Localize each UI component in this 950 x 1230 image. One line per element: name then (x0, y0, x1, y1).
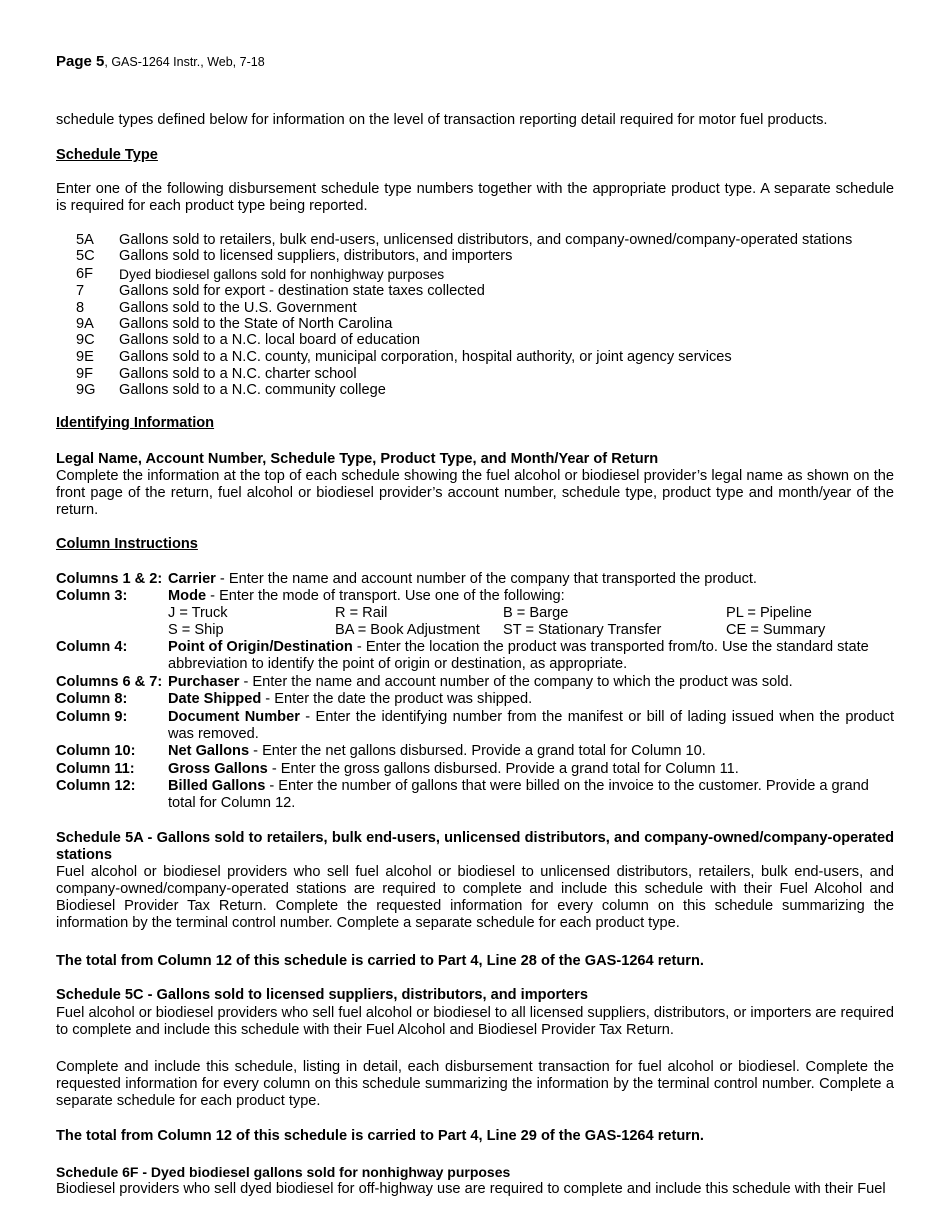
schedule-code: 6F (76, 266, 94, 282)
column-label: Column 4: (56, 639, 128, 655)
identifying-heading: Identifying Information (56, 415, 215, 431)
column-desc (168, 639, 894, 673)
schedule-6f-text: Biodiesel providers who sell dyed biodiesel for off-highway use are required to complete and include this schedule with their Fuel (56, 1181, 886, 1197)
schedule-code: 5C (76, 248, 95, 264)
schedule-code: 7 (76, 283, 85, 299)
column-instructions-heading: Column Instructions (56, 536, 198, 552)
schedule-5c-text-2: Complete and include this schedule, listing in detail, each disbursement transaction for fuel alcohol or biodiesel. Complete the requested information for every column on this schedule summarizing the information by the terminal control number. Complete a separate schedule for each product type. (56, 1059, 894, 1109)
mode-code: BA = Book Adjustment (335, 622, 480, 638)
schedule-5c-total: The total from Column 12 of this schedule is carried to Part 4, Line 29 of the GAS-1264 return. (56, 1128, 704, 1144)
column-text: - Enter the name and account number of the company that transported the product. (215, 571, 757, 587)
schedule-desc: Gallons sold to the U.S. Government (119, 300, 357, 316)
schedule-code: 9G (76, 382, 96, 398)
column-term: Date Shipped (168, 691, 262, 707)
mode-code: B = Barge (503, 605, 569, 621)
column-text: - Enter the gross gallons disbursed. Provide a grand total for Column 11. (267, 761, 739, 777)
column-term: Purchaser (168, 674, 240, 690)
schedule-5c-heading: Schedule 5C - Gallons sold to licensed suppliers, distributors, and importers (56, 987, 588, 1003)
column-term: Point of Origin/Destination (168, 639, 353, 655)
schedule-5a-total: The total from Column 12 of this schedule is carried to Part 4, Line 28 of the GAS-1264 return. (56, 953, 704, 969)
column-desc (168, 571, 894, 588)
column-text: - Enter the name and account number of the company to which the product was sold. (239, 674, 793, 690)
column-text: - Enter the location the product was transported from/to. Use the standard state abbreviation to identify the point of origin or destination, as appropriate. (168, 639, 869, 672)
column-desc (168, 674, 894, 691)
column-desc (168, 691, 894, 708)
mode-code: PL = Pipeline (726, 605, 812, 621)
intro-text: schedule types defined below for information on the level of transaction reporting detail required for motor fuel products. (56, 112, 828, 128)
schedule-code: 8 (76, 300, 85, 316)
column-term: Mode (168, 588, 207, 604)
mode-code: J = Truck (168, 605, 228, 621)
page-header (56, 53, 894, 71)
column-label: Column 12: (56, 778, 136, 794)
schedule-code: 9C (76, 332, 95, 348)
column-desc (168, 778, 894, 812)
column-term: Carrier (168, 571, 216, 587)
schedule-type-heading: Schedule Type (56, 147, 158, 163)
page-number: Page 5 (56, 53, 105, 70)
schedule-desc: Gallons sold to the State of North Carolina (119, 316, 393, 332)
schedule-5a-text: Fuel alcohol or biodiesel providers who sell fuel alcohol or biodiesel to unlicensed distributors, retailers, bulk end-users, and company-owned/company-operated stations are required to complete and include this schedule with their Fuel Alcohol and Biodiesel Provider Tax Return. Complete the requested information for every column on this schedule summarizing the information by the terminal control number. Complete a separate schedule for each product type. (56, 864, 894, 931)
column-text: - Enter the date the product was shipped. (261, 691, 533, 707)
column-text: - Enter the mode of transport. Use one of the following: (206, 588, 565, 604)
column-desc (168, 761, 894, 778)
column-label: Columns 6 & 7: (56, 674, 163, 690)
schedule-5c-text-1: Fuel alcohol or biodiesel providers who sell fuel alcohol or biodiesel to all licensed suppliers, distributors, or importers are required to complete and include this schedule with their Fuel Alcohol and Biodiesel Provider Tax Return. (56, 1005, 894, 1038)
schedule-desc: Gallons sold for export - destination state taxes collected (119, 283, 485, 299)
schedule-type-text: Enter one of the following disbursement schedule type numbers together with the appropriate product type. A separate schedule is required for each product type being reported. (56, 181, 894, 214)
column-term: Gross Gallons (168, 761, 268, 777)
mode-code: CE = Summary (726, 622, 826, 638)
column-term: Net Gallons (168, 743, 250, 759)
column-term: Document Number (168, 709, 300, 725)
column-label: Column 10: (56, 743, 136, 759)
column-label: Columns 1 & 2: (56, 571, 163, 587)
form-reference: , GAS-1264 Instr., Web, 7-18 (104, 55, 265, 69)
column-desc (168, 588, 894, 605)
column-desc (168, 743, 894, 760)
column-term: Billed Gallons (168, 778, 266, 794)
column-label: Column 11: (56, 761, 135, 777)
schedule-desc: Gallons sold to a N.C. local board of education (119, 332, 420, 348)
schedule-desc: Gallons sold to licensed suppliers, distributors, and importers (119, 248, 513, 264)
schedule-desc: Dyed biodiesel gallons sold for nonhighway purposes (119, 267, 445, 282)
column-desc (168, 709, 894, 743)
schedule-code: 5A (76, 232, 94, 248)
schedule-code: 9E (76, 349, 94, 365)
schedule-code: 9A (76, 316, 94, 332)
schedule-desc: Gallons sold to retailers, bulk end-users, unlicensed distributors, and company-owned/company-operated stations (119, 232, 853, 248)
schedule-desc: Gallons sold to a N.C. county, municipal corporation, hospital authority, or joint agency services (119, 349, 732, 365)
column-text: - Enter the number of gallons that were billed on the invoice to the customer. Provide a grand total for Column 12. (168, 778, 869, 811)
column-text: - Enter the identifying number from the manifest or bill of lading issued when the product was removed. (168, 709, 894, 742)
schedule-5a-heading: Schedule 5A - Gallons sold to retailers, bulk end-users, unlicensed distributors, and company-owned/company-operated stations (56, 830, 894, 863)
column-label: Column 3: (56, 588, 128, 604)
mode-code: S = Ship (168, 622, 224, 638)
mode-code: R = Rail (335, 605, 388, 621)
mode-code: ST = Stationary Transfer (503, 622, 662, 638)
schedule-code: 9F (76, 366, 94, 382)
column-label: Column 8: (56, 691, 128, 707)
column-label: Column 9: (56, 709, 128, 725)
schedule-desc: Gallons sold to a N.C. charter school (119, 366, 357, 382)
schedule-6f-heading: Schedule 6F - Dyed biodiesel gallons sold for nonhighway purposes (56, 1164, 511, 1180)
identifying-subheading: Legal Name, Account Number, Schedule Type, Product Type, and Month/Year of Return (56, 451, 659, 467)
column-text: - Enter the net gallons disbursed. Provide a grand total for Column 10. (249, 743, 706, 759)
identifying-text: Complete the information at the top of each schedule showing the fuel alcohol or biodiesel provider’s legal name as shown on the front page of the return, fuel alcohol or biodiesel provider’s account number, schedule type, product type and month/year of the return. (56, 468, 894, 518)
schedule-desc: Gallons sold to a N.C. community college (119, 382, 386, 398)
